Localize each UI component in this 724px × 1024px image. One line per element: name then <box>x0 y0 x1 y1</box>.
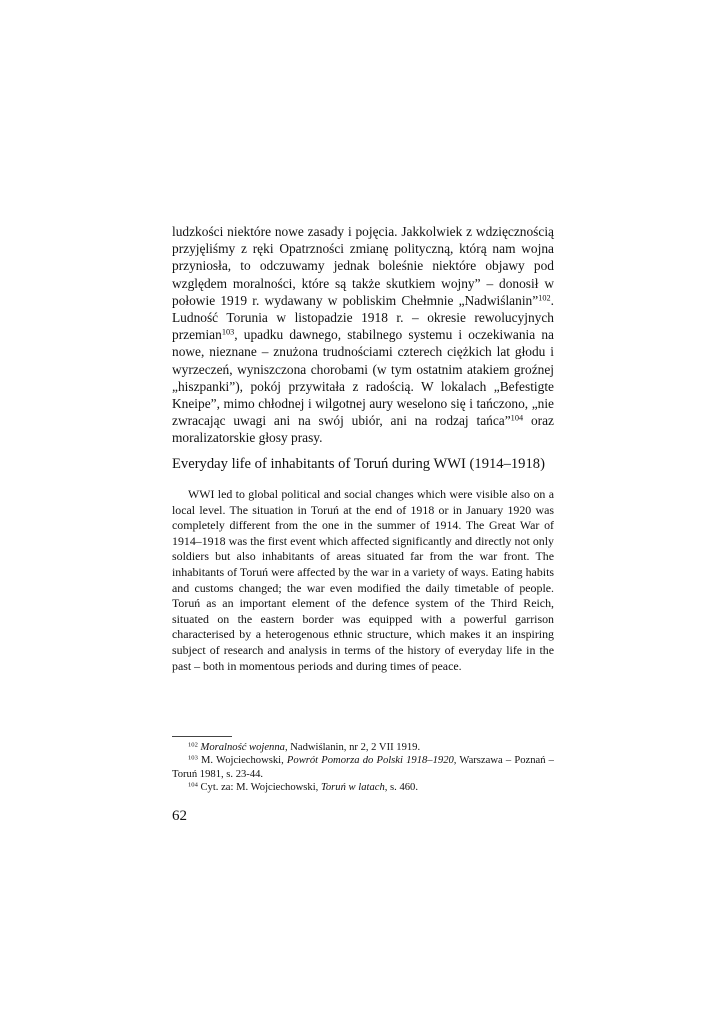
footnote-title: Powrót Pomorza do Polski 1918–1920, <box>286 755 457 767</box>
polish-text-segment: oraz moralizatorskie głosy prasy. <box>172 413 554 446</box>
footnote-102 <box>172 741 554 754</box>
polish-paragraph-text <box>172 223 554 447</box>
page-number: 62 <box>172 808 187 824</box>
footnote-number: 104 <box>188 781 198 789</box>
polish-text-segment: . Ludność Torunia w listopadzie 1918 r. – okresie rewolucyjnych przemian <box>172 292 554 343</box>
footnote-author: M. Wojciechowski, <box>197 755 287 767</box>
footnote-title: Toruń w latach <box>320 782 385 794</box>
section-heading: Everyday life of inhabitants of Toruń during WWI (1914–1918) <box>172 456 545 472</box>
footnote-text: , Nadwiślanin, nr 2, 2 VII 1919. <box>284 742 421 753</box>
polish-paragraph <box>172 223 554 447</box>
footnote-title: Moralność wojenna <box>200 742 285 753</box>
footnote-divider <box>172 736 232 737</box>
footnote-ref-103[interactable]: 103 <box>221 327 235 337</box>
english-paragraph-text: WWI led to global political and social changes which were visible also on a local level. The situation in Toruń at the end of 1918 or in January 1920 was completely different from the one in the summer of 1914. The Great War of 1914–1918 was the first event which affected significantly and directly not only soldiers but also inhabitants of areas situated far from the war front. The inhabitants of Toruń were affected by the war in a variety of ways. Eating habits and customs changed; the war even modified the daily timetable of people. Toruń as an important element of the defence system of the Third Reich, situated on the eastern border was equipped with a powerful garrison characterised by a heterogenous ethnic structure, which makes it an inspiring subject of research and analysis in terms of the history of everyday life in the past – both in momentous periods and during times of peace. <box>172 487 554 673</box>
footnote-104 <box>172 781 554 794</box>
english-paragraph <box>172 487 554 674</box>
polish-text-segment: ludzkości niektóre nowe zasady i pojęcia. Jakkolwiek z wdzięcznością przyjęliśmy z ręki Opatrzności zmianę polityczną, którą nam wojna przyniosła, to odczuwamy jednak boleśnie niektóre objawy pod względem moralności, które są także skutkiem wojny” – donosił w połowie 1919 r. wydawany w pobliskim Chełmnie „Nadwiślanin” <box>172 224 554 308</box>
footnote-ref-104[interactable]: 104 <box>510 413 524 423</box>
footnote-text: Warszawa – Poznań – Toruń 1981, s. 23-44. <box>172 755 554 780</box>
footnote-author: Cyt. za: M. Wojciechowski, <box>197 782 321 794</box>
footnote-number: 103 <box>188 754 198 762</box>
footnote-number: 102 <box>188 741 198 749</box>
footnote-ref-102[interactable]: 102 <box>538 293 551 303</box>
polish-text-segment: , upadku dawnego, stabilnego systemu i oczekiwania na nowe, nieznane – znużona trudnościami czterech ciężkich lat głodu i wyrzeczeń, wyniszczona chorobami (w tym ostatnim atakiem groźnej „hiszpanki”), pokój przywitała z radością. W lokalach „Befestigte Kneipe”, mimo chłodnej i wilgotnej aury weselono się i tańczono, „nie zwracając uwagi ani na swój ubiór, ani na rodzaj tańca” <box>172 327 554 429</box>
footnote-103 <box>172 754 554 781</box>
footnotes <box>172 741 554 795</box>
footnote-text: , s. 460. <box>384 782 419 794</box>
